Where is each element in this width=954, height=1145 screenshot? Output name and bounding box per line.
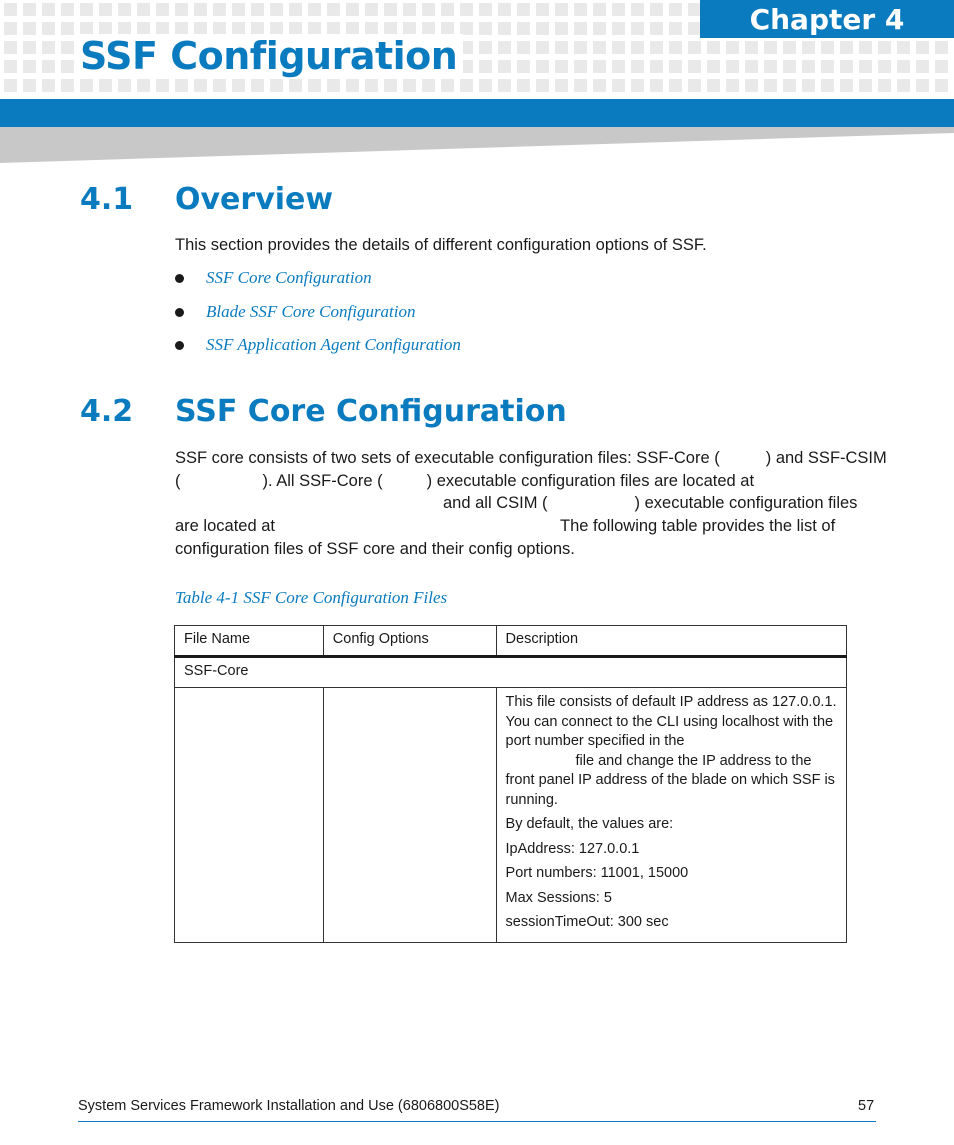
core-text-fragment: ). All SSF-Core ( [262, 472, 383, 490]
core-text-fragment: are located at [175, 517, 275, 535]
table-row [175, 688, 847, 943]
bullet-icon [175, 274, 184, 283]
cell-file-name [175, 688, 324, 943]
section-number: 4.2 [80, 394, 134, 429]
bullet-icon [175, 308, 184, 317]
table-header-row [175, 626, 847, 657]
section-heading-overview [80, 182, 680, 222]
column-header-file-name: File Name [175, 626, 324, 657]
description-text: file and change the IP address to the front panel IP address of the blade on which SSF is running. [505, 752, 835, 808]
chapter-tab: Chapter 4 [700, 0, 954, 38]
chapter-title: SSF Configuration [80, 34, 463, 78]
core-text-fragment: configuration files of SSF core and their config options. [175, 540, 575, 558]
core-text-fragment: SSF core consists of two sets of executable configuration files: SSF-Core ( [175, 449, 720, 467]
config-files-table [174, 625, 847, 943]
group-label: SSF-Core [175, 657, 847, 688]
link-label[interactable]: Blade SSF Core Configuration [206, 302, 416, 321]
description-paragraph [506, 693, 837, 752]
overview-intro: This section provides the details of different configuration options of SSF. [175, 236, 707, 254]
core-text-fragment: ( [175, 472, 181, 490]
core-text-fragment: ) executable configuration files are located at [426, 472, 755, 490]
description-text: This file consists of default IP address as 127.0.0.1. You can connect to the CLI using localhost with the port number specified in the [505, 694, 837, 749]
description-paragraph: By default, the values are: [505, 816, 674, 832]
header-blue-bar [0, 99, 954, 127]
core-text-fragment: ) executable configuration files [634, 494, 858, 512]
core-text-fragment: The following table provides the list of [560, 517, 836, 535]
page-number: 57 [858, 1098, 875, 1114]
link-label[interactable]: SSF Application Agent Configuration [206, 335, 461, 354]
bullet-icon [175, 341, 184, 350]
footer-rule [78, 1121, 876, 1122]
section-title: SSF Core Configuration [175, 394, 567, 429]
link-ssf-application-agent-configuration[interactable] [175, 335, 461, 355]
description-paragraph: IpAddress: 127.0.0.1 [505, 840, 640, 857]
link-label[interactable]: SSF Core Configuration [206, 268, 372, 287]
link-ssf-core-configuration[interactable] [175, 268, 372, 288]
link-blade-ssf-core-configuration[interactable] [175, 302, 416, 322]
column-header-description: Description [496, 626, 846, 657]
section-heading-core [80, 394, 780, 434]
core-text-fragment: and all CSIM ( [443, 494, 548, 512]
header-grey-swoosh [0, 127, 954, 163]
table-group-row [175, 657, 847, 688]
cell-config-options [323, 688, 496, 943]
core-description [175, 447, 887, 562]
core-text-fragment: ) and SSF-CSIM [765, 449, 887, 467]
description-paragraph: Max Sessions: 5 [505, 889, 612, 906]
description-paragraph: sessionTimeOut: 300 sec [505, 914, 669, 930]
cell-description [496, 688, 846, 943]
footer-document-title: System Services Framework Installation and Use (6806800S58E) [78, 1098, 500, 1114]
column-header-config-options: Config Options [323, 626, 496, 657]
section-number: 4.1 [80, 182, 134, 217]
description-paragraph: Port numbers: 11001, 15000 [505, 865, 689, 881]
description-paragraph [506, 752, 837, 811]
table-caption: Table 4-1 SSF Core Configuration Files [175, 588, 448, 607]
section-title: Overview [175, 182, 334, 217]
